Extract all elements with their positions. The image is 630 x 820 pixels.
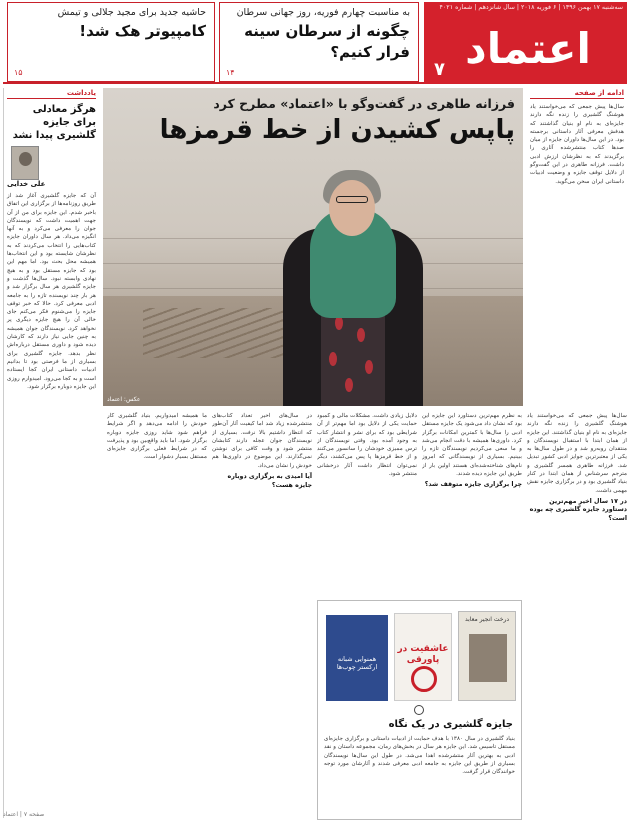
book-cover[interactable] <box>458 611 516 701</box>
note-body: آن که جایزه گلشیری آغاز شد از طریق روزنامه‌ها از برگزاری این اتفاق باخبر شدم. این جایزه برای من از آن جهت اهمیت داشت که نویسندگان جوان را معرفی می‌کرد و به آنها انگیزه می‌داد. هر سال داوران جایزه کتاب‌هایی را انتخاب می‌کردند که به نظرشان شایسته بود و این انتخاب‌ها همیشه محل بحث بود. اما مهم این بود که جایزه مستقل بود و به هیچ نهادی وابسته نبود. سال‌ها گذشت و جایزه گلشیری هر سال برگزار شد و هر بار چند نویسنده تازه را به جامعه ادبی معرفی کرد. حالا که خبر توقف جایزه را می‌شنوم فکر می‌کنم جای خالی آن را هیچ جایزه دیگری پر نخواهد کرد. نویسندگان جوان همیشه به چنین جایی نیاز دارند که کارشان دیده شود و داوری مستقل درباره‌اش نظر بدهد. جایزه گلشیری برای بسیاری از ما فرصتی بود تا بدانیم ادبیات داستانی ایران کجا ایستاده است و به کجا می‌رود. امیدوارم روزی این جایزه دوباره برگزار شود. <box>7 193 96 390</box>
column-text: به نظرم مهم‌ترین دستاورد این جایزه این بود که نشان داد می‌شود یک جایزه مستقل ادبی را سال‌ها با کمترین امکانات برگزار کرد. داوری‌ها همیشه با دقت انجام می‌شد و ما سعی می‌کردیم نویسندگان تازه را ببینیم. بسیاری از نویسندگانی که امروز نام‌های شناخته‌شده‌ای هستند اولین بار از طریق این جایزه دیده شدند. <box>422 413 522 478</box>
teaser-page: ۱۴ <box>226 68 235 77</box>
person-glasses <box>336 196 368 203</box>
book-title: همنوایی شبانه ارکستر چوب‌ها <box>336 655 378 672</box>
separator-circle-icon <box>414 705 424 715</box>
interview-question: آیا امیدی به برگزاری دوباره جایزه هست؟ <box>227 473 312 489</box>
teaser-headline: چگونه از سرطان سینه فرار کنیم؟ <box>244 22 410 61</box>
teaser-kicker: به مناسبت چهارم فوریه، روز جهانی سرطان <box>236 7 410 18</box>
logo-icon <box>443 15 613 79</box>
books-box <box>317 600 522 820</box>
teaser-hack[interactable] <box>7 2 215 82</box>
note-title[interactable]: هرگز معادلی برای جایزه گلشیری پیدا نشد <box>12 104 96 141</box>
note-label: یادداشت <box>7 88 96 99</box>
column-text: دلایل زیادی داشت. مشکلات مالی و کمبود حمایت یکی از دلایل بود اما مهم‌تر از آن شرایطی بود که برای نشر و انتشار کتاب به وجود آمده بود. وقتی نویسندگان از ترس ممیزی خودشان را سانسور می‌کنند و از خط قرمزها پا پس می‌کشند، دیگر نمی‌توان انتظار داشت آثار درخشانی منتشر شود. <box>317 413 417 478</box>
box-title: جایزه گلشیری در یک نگاه <box>388 719 513 730</box>
column-text: ما همیشه امیدواریم. بنیاد گلشیری کار خودش را ادامه می‌دهد و اگر شرایط فراهم شود شاید روزی جایزه دوباره برگزار شود. اما باید واقع‌بین بود و پذیرفت که در شرایط فعلی برگزاری جایزه‌ای مستقل بسیار دشوار است. <box>107 413 207 461</box>
masthead[interactable] <box>424 2 627 84</box>
teaser-page: ۱۵ <box>14 68 23 77</box>
article-column-3 <box>317 412 417 598</box>
logo-text: اعتماد <box>465 24 591 73</box>
top-strip <box>3 2 627 84</box>
teaser-kicker: حاشیه جدید برای مجید جلالی و تیمش <box>57 7 206 18</box>
feature-kicker: فرزانه طاهری در گفت‌وگو با «اعتماد» مطرح کرد <box>213 96 515 111</box>
note-author: علی خدایی <box>7 180 46 188</box>
right-col-label: ادامه از صفحه <box>530 88 624 99</box>
interview-question: در ۱۷ سال اخیر مهم‌ترین دستاورد جایزه گلشیری چه بوده است؟ <box>529 497 627 522</box>
feature-headline-block[interactable] <box>115 96 515 145</box>
wood-pile <box>143 308 293 358</box>
column-text: سال‌ها پیش جمعی که می‌خواستند یاد هوشنگ گلشیری را زنده نگه دارند جایزه‌ای به نام او بنیان گذاشتند. این جایزه از همان ابتدا با استقبال نویسندگان و منتقدان روبه‌رو شد و در طول سال‌ها به یکی از معتبرترین جوایز ادبی کشور تبدیل شد. فرزانه طاهری همسر گلشیری و مترجم سرشناس از همان ابتدا در کنار بنیاد گلشیری بود و در برگزاری جایزه نقش مهمی داشت. <box>527 413 627 494</box>
box-body: بنیاد گلشیری در سال ۱۳۸۰ با هدف حمایت از ادبیات داستانی و برگزاری جایزه‌ای مستقل تاسیس شد. این جایزه هر سال در بخش‌های رمان، مجموعه داستان و نقد ادبی به بهترین آثار منتشرشده اهدا می‌شد. در طول این سال‌ها نویسندگان بسیاری از طریق این جایزه به جامعه ادبی معرفی شدند و آثارشان مورد توجه خوانندگان قرار گرفت. <box>324 736 515 776</box>
photo-credit: عکس: اعتماد <box>107 396 141 403</box>
feature-headline: پاپس کشیدن از خط قرمزها <box>159 115 515 145</box>
article-column-1 <box>527 412 627 820</box>
newspaper-page <box>3 2 627 818</box>
page-footer: صفحه ۷ | اعتماد <box>3 811 45 818</box>
person-face <box>329 180 375 236</box>
book-portrait <box>469 634 507 682</box>
note-column <box>3 88 99 818</box>
book-cover[interactable] <box>326 615 388 701</box>
article-column-4 <box>212 412 312 820</box>
article-columns <box>103 412 627 820</box>
book-title: عاشقیت در پاورقی <box>397 644 449 665</box>
teaser-headline: کامپیوتر هک شد! <box>79 22 206 41</box>
author-photo <box>11 146 39 180</box>
interview-question: چرا برگزاری جایزه متوقف شد؟ <box>424 481 522 489</box>
feature-photo[interactable] <box>103 88 523 406</box>
article-column-2 <box>422 412 522 598</box>
book-title: درخت انجیر معابد <box>464 616 510 623</box>
right-col-body: سال‌ها پیش جمعی که می‌خواستند یاد هوشنگ گلشیری را زنده نگه دارند جایزه‌ای به نام او بنیان گذاشتند که هدفش معرفی آثار داستانی برجسته بود. در این سال‌ها داوران جایزه از میان صدها کتاب منتشرشده آثاری را برگزیدند که به نظرشان ارزش ادبی داشت. فرزانه طاهری در این گفت‌وگو از دلایل توقف جایزه و وضعیت ادبیات داستانی ایران سخن می‌گوید. <box>530 104 624 185</box>
book-cover[interactable] <box>394 613 452 701</box>
article-column-5 <box>107 412 207 820</box>
ring-icon <box>411 666 437 692</box>
teaser-cancer[interactable] <box>219 2 419 82</box>
page-number: ۷ <box>434 59 445 80</box>
right-column <box>527 88 627 406</box>
column-text: در سال‌های اخیر تعداد کتاب‌های منتشرشده زیاد شد اما کیفیت آثار آن‌طور که انتظار داشتیم بالا نرفت. بسیاری از نویسندگان جوان عجله دارند کتابشان منتشر شود و وقت کافی برای نوشتن نمی‌گذارند. این موضوع در داوری‌ها هم خودش را نشان می‌داد. <box>212 413 312 469</box>
dateline: سه‌شنبه ۱۷ بهمن ۱۳۹۶ | ۶ فوریه ۲۰۱۸ | سال شانزدهم | شماره ۴۰۲۱ <box>439 4 623 11</box>
